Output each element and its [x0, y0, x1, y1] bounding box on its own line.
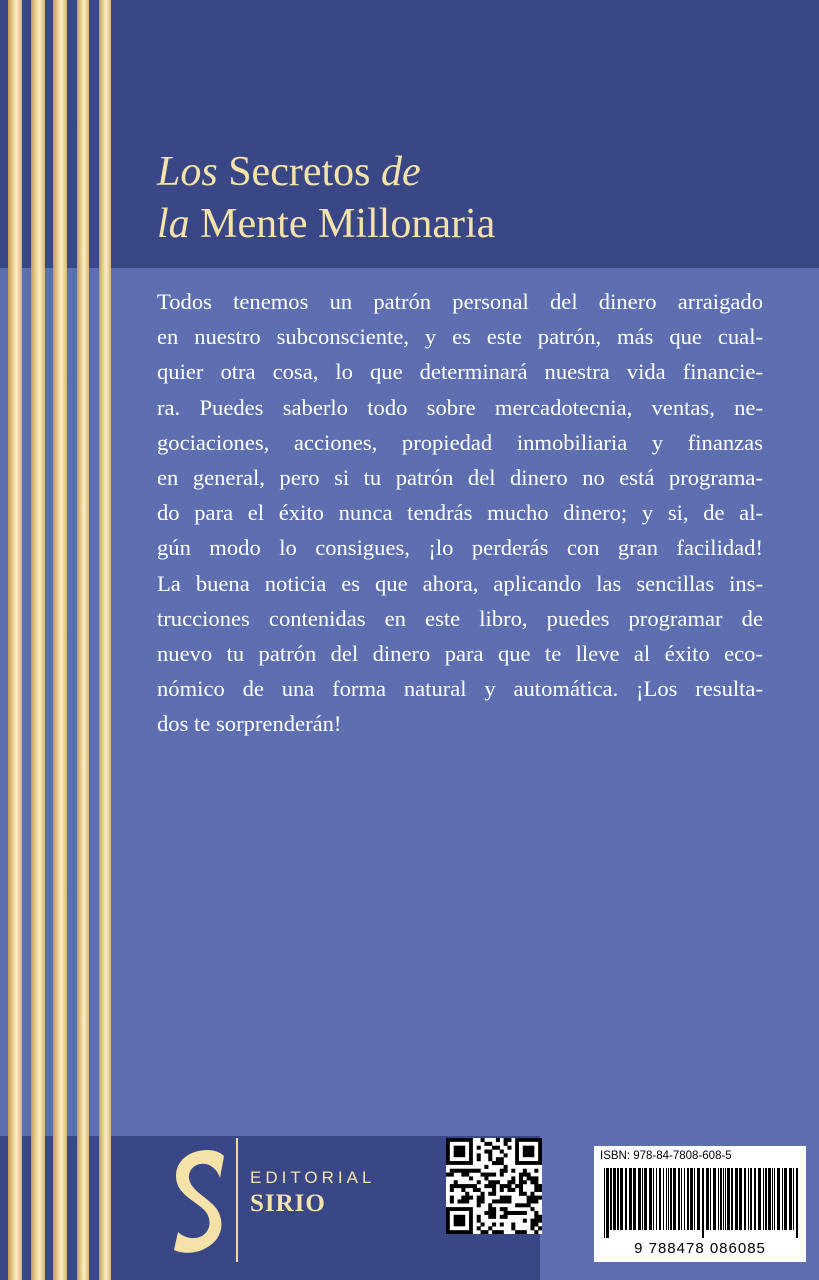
publisher-name-bottom: SIRIO: [250, 1190, 326, 1217]
blurb-line: Todos tenemos un patrón personal del dinero arraigado: [157, 289, 763, 314]
blurb-line: dos te sorprenderán!: [157, 711, 342, 737]
publisher-s-logo-icon: [168, 1148, 226, 1254]
blurb-line: do para el éxito nunca tendrás mucho dinero; y si, de al-: [157, 500, 763, 526]
isbn-barcode: [594, 1146, 806, 1262]
barcode-digits: 9 788478 086085: [634, 1240, 766, 1257]
blurb-line: ra. Puedes saberlo todo sobre mercadotecnia, ventas, ne-: [157, 394, 763, 420]
blurb-line: en nuestro subconsciente, y es este patrón, más que cual-: [157, 324, 763, 350]
gold-stripe: [8, 0, 22, 1280]
gold-stripe: [77, 0, 89, 1280]
title-word-la: la: [157, 201, 190, 247]
gold-stripe: [31, 0, 45, 1280]
blurb-line: quier otra cosa, lo que determinará nuestra vida financie-: [157, 359, 763, 385]
qr-code-icon: [446, 1138, 542, 1234]
gold-stripe: [99, 0, 111, 1280]
publisher-divider: [236, 1138, 238, 1262]
isbn-label: ISBN: 978-84-7808-608-5: [600, 1150, 732, 1162]
title-line-1: [157, 146, 577, 198]
blurb-line: gociaciones, acciones, propiedad inmobiliaria y finanzas: [157, 429, 763, 455]
publisher-name-top: EDITORIAL: [250, 1168, 376, 1187]
blurb-line: en general, pero si tu patrón del dinero no está programa-: [157, 465, 763, 491]
barcode-icon: [604, 1168, 800, 1238]
blurb-line: nuevo tu patrón del dinero para que te lleve al éxito eco-: [157, 641, 763, 667]
title-word-secretos: Secretos: [228, 149, 371, 195]
back-cover-blurb: [157, 284, 763, 742]
title-words-mente-millonaria: Mente Millonaria: [200, 201, 496, 247]
blurb-line: trucciones contenidas en este libro, puedes programar de: [157, 605, 763, 631]
blurb-line: La buena noticia es que ahora, aplicando las sencillas ins-: [157, 570, 763, 596]
gold-stripes-decoration: [0, 0, 120, 1280]
book-title: [157, 146, 577, 250]
blurb-line: gún modo lo consigues, ¡lo perderás con gran facilidad!: [157, 535, 763, 561]
gold-stripe: [53, 0, 67, 1280]
title-line-2: [157, 198, 577, 250]
title-word-de: de: [381, 149, 421, 195]
title-word-los: Los: [157, 149, 218, 195]
blurb-line: nómico de una forma natural y automática. ¡Los resulta-: [157, 676, 763, 702]
